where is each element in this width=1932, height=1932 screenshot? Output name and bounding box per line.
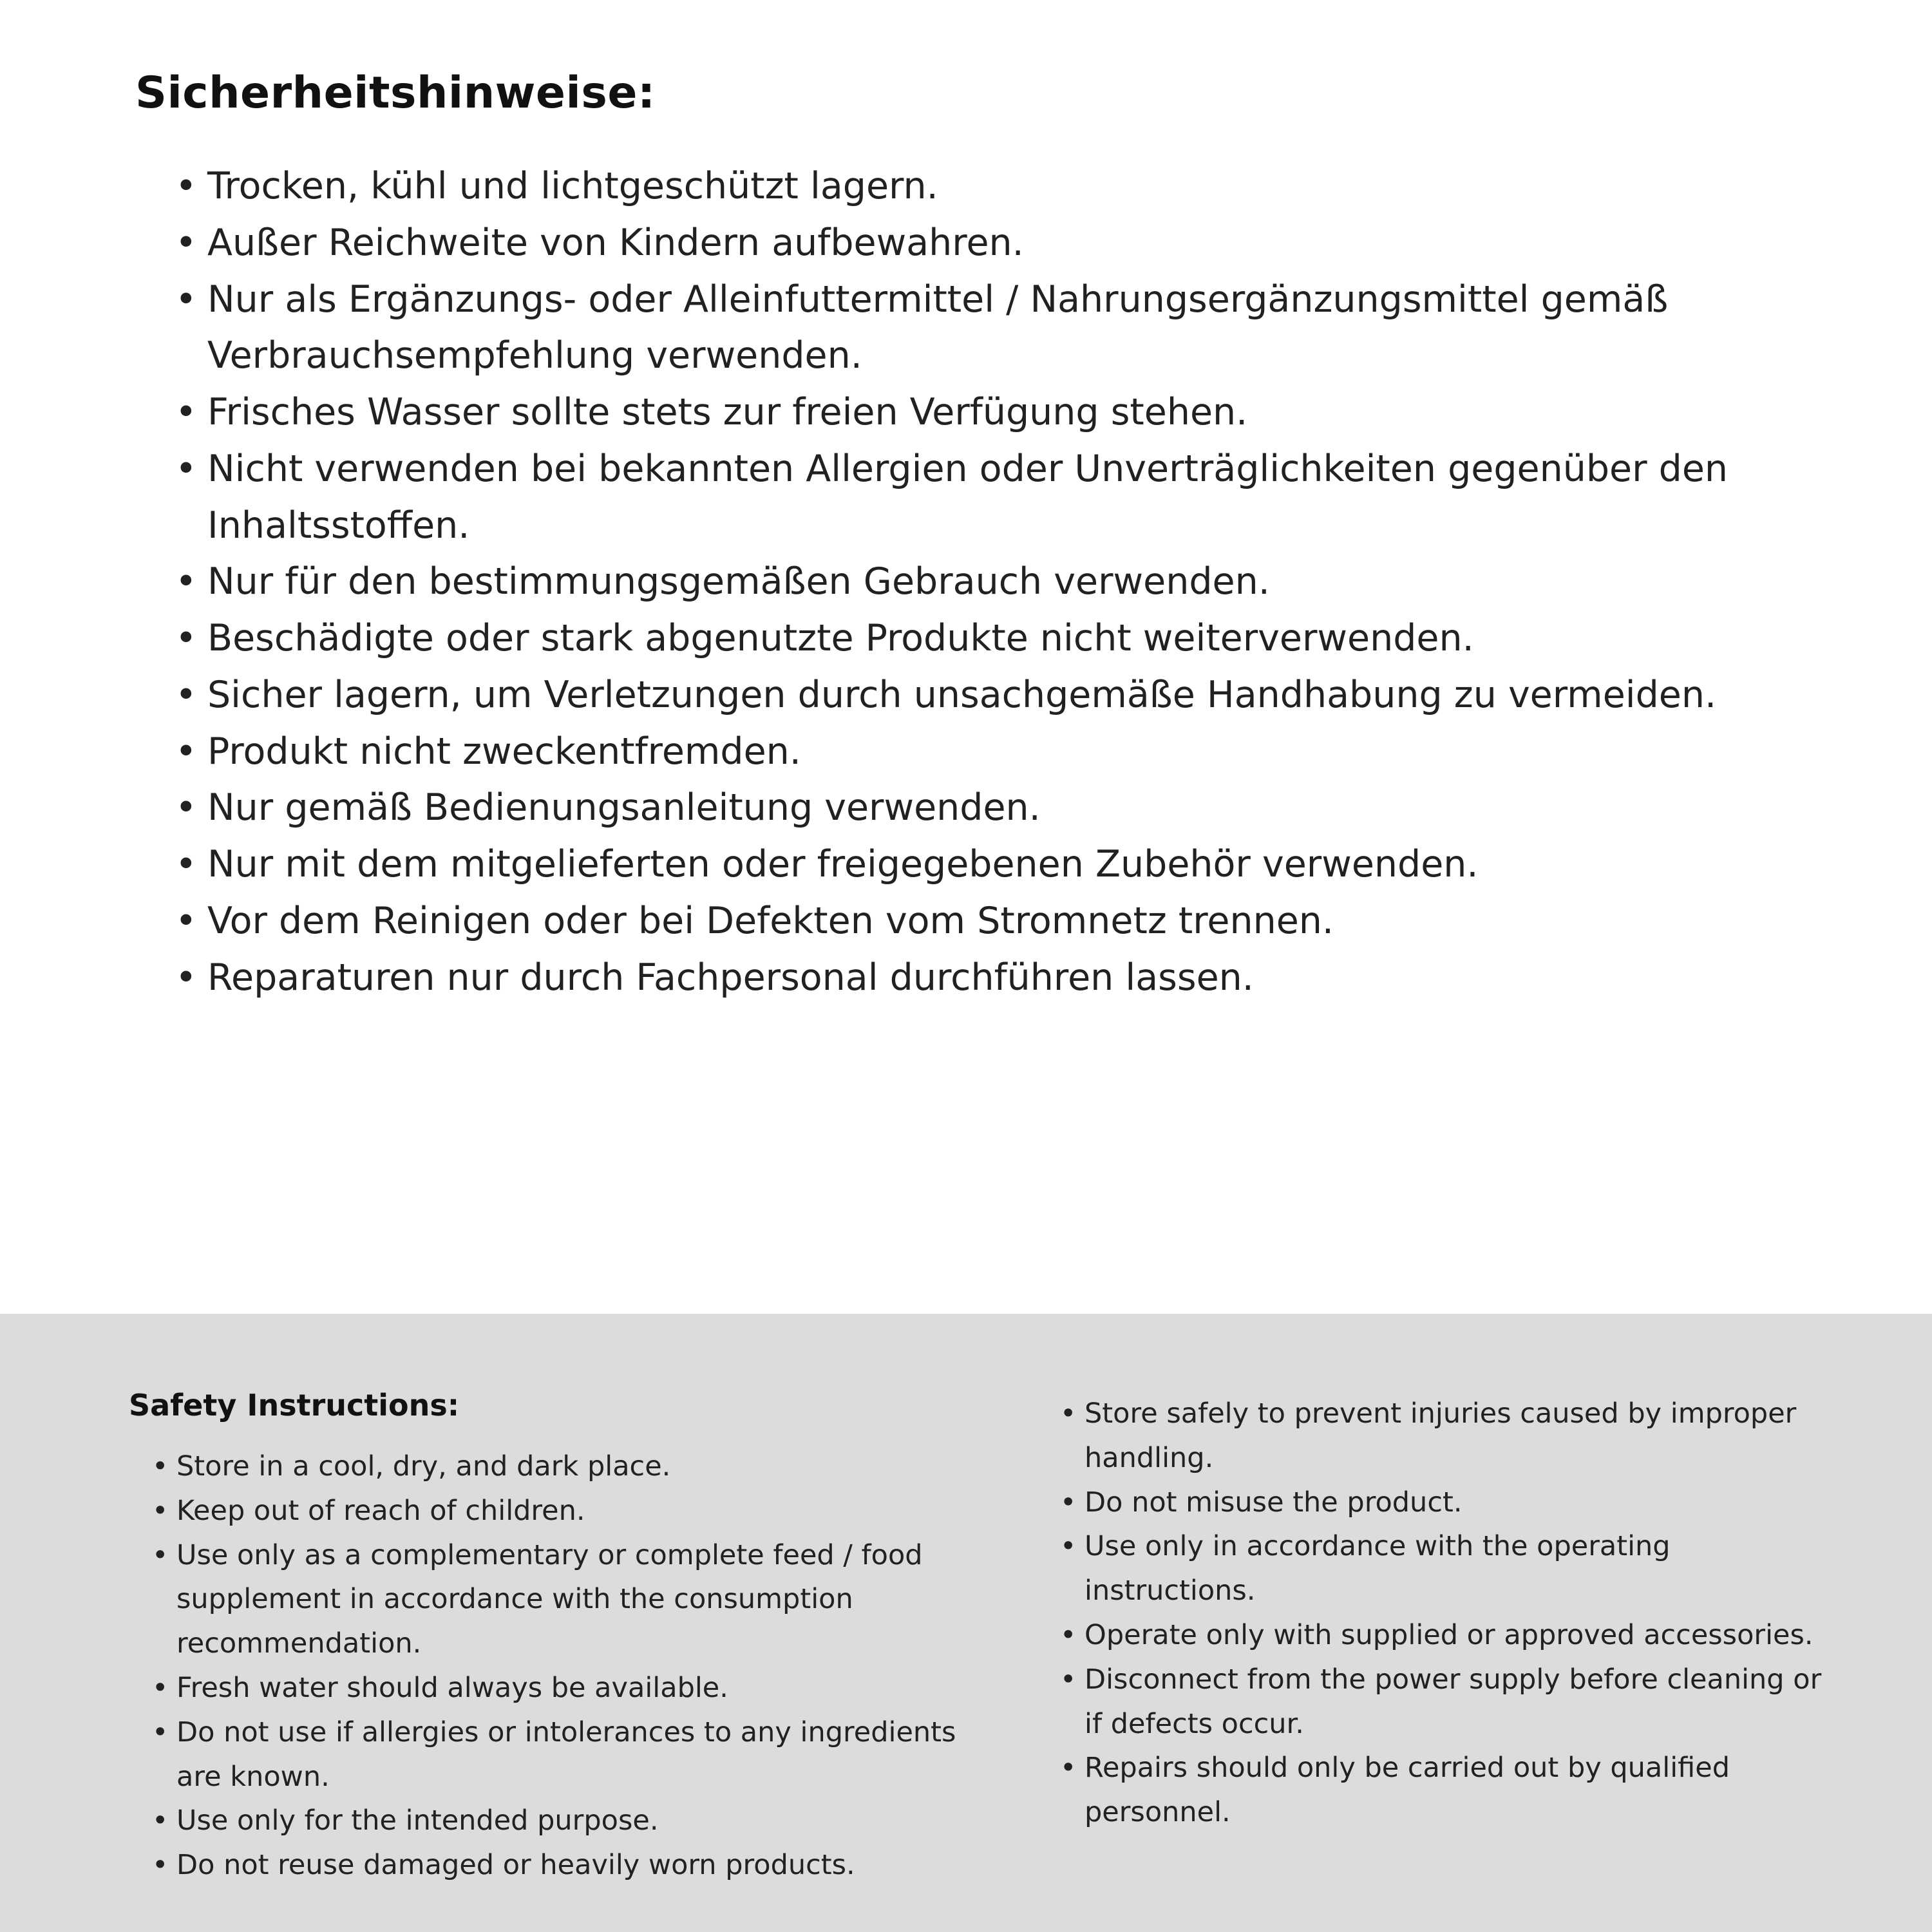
list-item: • Store safely to prevent injuries caused by improper handling. — [1043, 1392, 1835, 1481]
list-item: • Außer Reichweite von Kindern aufbewahren. — [135, 215, 1816, 272]
list-item: • Vor dem Reinigen oder bei Defekten vom Stromnetz trennen. — [135, 893, 1816, 950]
list-item: • Operate only with supplied or approved accessories. — [1043, 1613, 1835, 1658]
list-item: • Nur als Ergänzungs- oder Alleinfuttermittel / Nahrungsergänzungsmittel gemäß Verbrauchsempfehlung verwenden. — [135, 272, 1816, 385]
list-item: • Nur gemäß Bedienungsanleitung verwenden. — [135, 780, 1816, 837]
list-item: • Store in a cool, dry, and dark place. — [135, 1444, 966, 1489]
english-safety-section — [0, 1314, 1932, 1932]
list-item: • Use only in accordance with the operating instructions. — [1043, 1524, 1835, 1613]
english-safety-list-right — [1043, 1392, 1835, 1835]
german-safety-list — [135, 158, 1816, 1006]
german-section-title: Sicherheitshinweise: — [135, 68, 656, 118]
list-item: • Nicht verwenden bei bekannten Allergien oder Unverträglichkeiten gegenüber den Inhaltsstoffen. — [135, 441, 1816, 554]
list-item: • Produkt nicht zweckentfremden. — [135, 724, 1816, 781]
list-item: • Trocken, kühl und lichtgeschützt lagern. — [135, 158, 1816, 215]
list-item: • Do not misuse the product. — [1043, 1481, 1835, 1525]
english-section-title: Safety Instructions: — [129, 1388, 460, 1423]
list-item: • Repairs should only be carried out by qualified personnel. — [1043, 1746, 1835, 1835]
list-item: • Nur für den bestimmungsgemäßen Gebrauch verwenden. — [135, 554, 1816, 611]
list-item: • Do not reuse damaged or heavily worn products. — [135, 1843, 966, 1888]
list-item: • Keep out of reach of children. — [135, 1489, 966, 1533]
english-right-column — [1043, 1388, 1835, 1932]
list-item: • Reparaturen nur durch Fachpersonal durchführen lassen. — [135, 950, 1816, 1007]
list-item: • Frisches Wasser sollte stets zur freien Verfügung stehen. — [135, 384, 1816, 441]
list-item: • Use only for the intended purpose. — [135, 1799, 966, 1843]
english-safety-list-left — [129, 1444, 966, 1888]
english-left-column — [129, 1388, 966, 1932]
list-item: • Fresh water should always be available. — [135, 1666, 966, 1710]
list-item: • Disconnect from the power supply before cleaning or if defects occur. — [1043, 1658, 1835, 1747]
list-item: • Use only as a complementary or complete feed / food supplement in accordance with the consumption recommendation. — [135, 1533, 966, 1666]
list-item: • Do not use if allergies or intolerances to any ingredients are known. — [135, 1710, 966, 1799]
list-item: • Nur mit dem mitgelieferten oder freigegebenen Zubehör verwenden. — [135, 837, 1816, 893]
list-item: • Beschädigte oder stark abgenutzte Produkte nicht weiterverwenden. — [135, 611, 1816, 667]
list-item: • Sicher lagern, um Verletzungen durch unsachgemäße Handhabung zu vermeiden. — [135, 667, 1816, 724]
